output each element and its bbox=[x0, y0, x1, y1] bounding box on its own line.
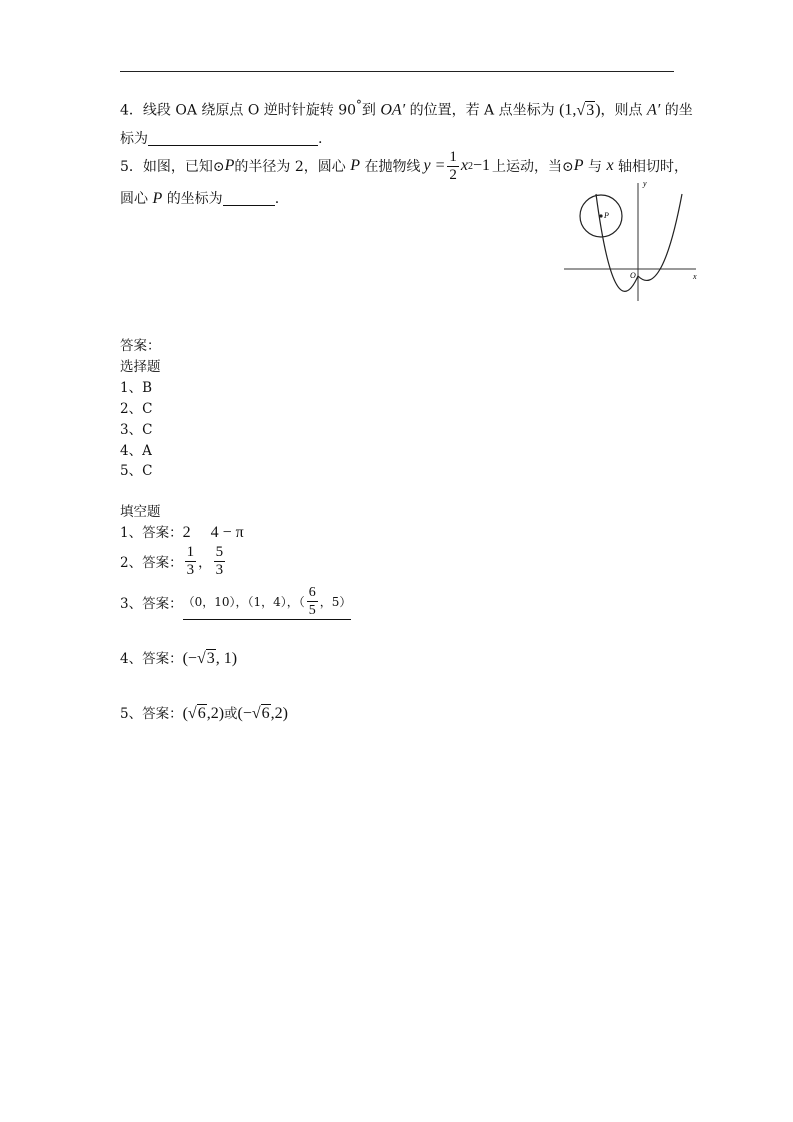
q4-text: 到 bbox=[361, 102, 376, 119]
fill-answer-2 bbox=[120, 541, 227, 581]
q4-text: 的位置，若 A 点坐标为 bbox=[409, 102, 555, 119]
fill-answer-3 bbox=[120, 582, 351, 622]
choice-answer: 5、C bbox=[120, 463, 153, 479]
fraction-one-third: $\frac{1}{3}$ bbox=[186, 543, 195, 578]
var-x: x bbox=[606, 157, 614, 174]
coord-close: ) bbox=[595, 101, 601, 119]
parabola-figure bbox=[562, 180, 702, 304]
answer-label: 2、答案： bbox=[120, 555, 183, 571]
answer-value: ,2) bbox=[206, 705, 225, 722]
q5-text: 5．如图，已知⊙ bbox=[120, 159, 225, 175]
answer-label: 4、答案： bbox=[120, 651, 183, 667]
answer-value: ，5） bbox=[319, 595, 352, 609]
label-p: P bbox=[604, 211, 609, 220]
separator: ， bbox=[198, 555, 212, 571]
fill-answer-1 bbox=[120, 521, 244, 542]
q5-text: 轴相切时， bbox=[618, 159, 688, 175]
answer-value: (− bbox=[237, 705, 252, 722]
q4-text: 4．线段 OA 绕原点 O 逆时针旋转 90 bbox=[120, 102, 357, 119]
fill-title: 填空题 bbox=[120, 504, 161, 520]
answer-value: ,2) bbox=[270, 705, 288, 722]
a-prime: A′ bbox=[646, 101, 661, 119]
q5-text: . bbox=[274, 191, 280, 207]
q4-text: 标为 bbox=[120, 131, 148, 147]
fill-answer-5 bbox=[120, 702, 288, 723]
equation-term: −1 bbox=[472, 157, 491, 174]
label-o: O bbox=[630, 271, 636, 280]
q5-text: 的坐标为 bbox=[166, 191, 223, 207]
var-p: P bbox=[350, 157, 361, 174]
var-p: P bbox=[573, 157, 584, 174]
q5-text: 圆心 bbox=[120, 191, 148, 207]
sqrt-6: √6 bbox=[187, 705, 206, 722]
choice-answer: 4、A bbox=[120, 443, 152, 459]
sqrt-6: √6 bbox=[251, 705, 270, 722]
choice-answer: 1、B bbox=[120, 380, 153, 396]
q4-text: 的坐 bbox=[664, 102, 693, 119]
q5-text: 在抛物线 bbox=[364, 159, 421, 175]
answer-blank[interactable] bbox=[223, 191, 275, 206]
q4-line1 bbox=[120, 98, 693, 120]
answer-value: ( bbox=[182, 705, 188, 722]
header-rule bbox=[120, 71, 674, 72]
answer-value: , 1) bbox=[215, 650, 238, 667]
choice-answer: 3、C bbox=[120, 422, 153, 438]
coord-open: (1, bbox=[559, 101, 577, 119]
answer-label: 5、答案： bbox=[120, 706, 183, 722]
fraction-five-thirds: $\frac{5}{3}$ bbox=[215, 543, 224, 578]
q5-text: 的半径为 2，圆心 bbox=[234, 159, 346, 175]
oa-prime: OA′ bbox=[380, 101, 406, 119]
answer-blank[interactable] bbox=[148, 131, 318, 146]
answer-value: 2 bbox=[182, 524, 191, 541]
sqrt-3: √3 bbox=[576, 101, 595, 119]
fraction-half: $\frac{1}{2}$ bbox=[449, 148, 457, 183]
q5-text: 上运动，当⊙ bbox=[492, 159, 574, 175]
fill-answer-4 bbox=[120, 647, 237, 668]
var-p: P bbox=[224, 157, 235, 174]
or-word: 或 bbox=[224, 706, 238, 722]
choice-answer: 2、C bbox=[120, 401, 153, 417]
q5-text: 与 bbox=[587, 159, 602, 175]
answer-underlined bbox=[183, 584, 352, 620]
answers-heading: 答案： bbox=[120, 338, 161, 354]
answer-value: （0，10），（1，4），（ bbox=[182, 595, 305, 609]
degree-mark: ° bbox=[356, 98, 362, 112]
center-point bbox=[599, 214, 602, 217]
answer-label: 3、答案： bbox=[120, 596, 183, 612]
q4-text: ，则点 bbox=[600, 102, 643, 119]
exponent: 2 bbox=[467, 160, 473, 172]
choice-title: 选择题 bbox=[120, 359, 161, 375]
q4-line2 bbox=[120, 128, 322, 148]
answer-label: 1、答案： bbox=[120, 525, 183, 541]
q5-line1 bbox=[120, 148, 688, 184]
answer-value: (− bbox=[182, 650, 197, 667]
parabola-curve bbox=[596, 194, 682, 291]
var-x: x bbox=[460, 157, 468, 174]
q4-text: . bbox=[318, 131, 323, 147]
label-x: x bbox=[693, 272, 697, 281]
equation-lhs: y = bbox=[423, 157, 446, 174]
fraction-six-fifths: $\frac{6}{5}$ bbox=[308, 585, 316, 618]
q5-line2 bbox=[120, 188, 279, 208]
label-y: y bbox=[643, 180, 647, 188]
answer-value: 4 − π bbox=[210, 524, 244, 541]
sqrt-3: √3 bbox=[196, 650, 215, 667]
var-p: P bbox=[152, 190, 163, 207]
